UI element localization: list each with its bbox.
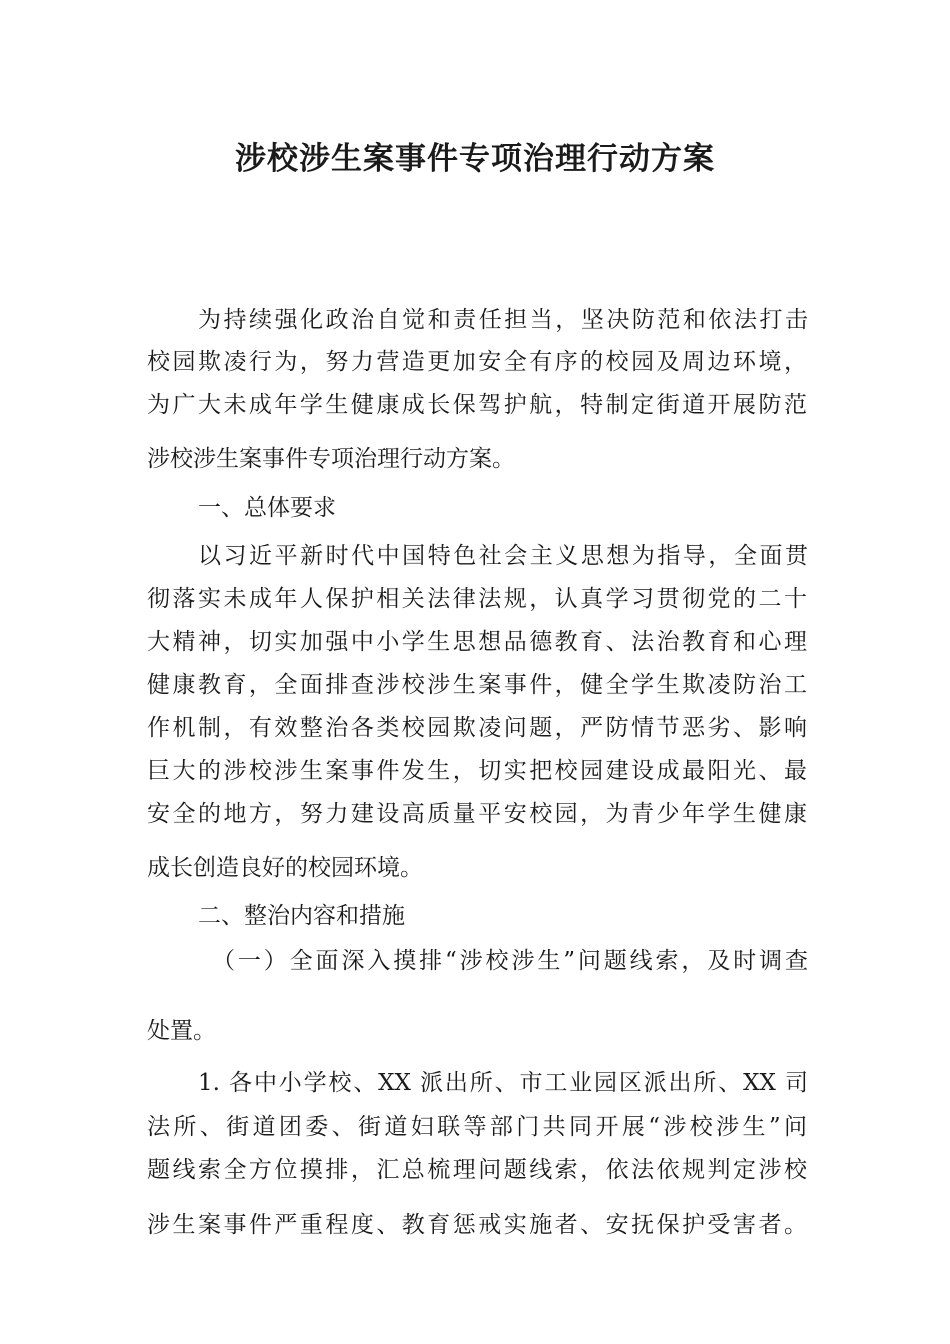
paragraph-line: 彻落实未成年人保护相关法律法规，认真学习贯彻党的二十: [147, 586, 807, 612]
paragraph-line: 校园欺凌行为，努力营造更加安全有序的校园及周边环境，: [147, 349, 807, 375]
paragraph-line: 成长创造良好的校园环境。: [147, 855, 423, 881]
paragraph-line: 涉校涉生案事件专项治理行动方案。: [147, 446, 515, 472]
paragraph-line: 1. 各中小学校、XX 派出所、市工业园区派出所、XX 司: [198, 1070, 808, 1096]
paragraph-line: 为持续强化政治自觉和责任担当，坚决防范和依法打击: [198, 307, 808, 333]
subsection-heading: （一）全面深入摸排“涉校涉生”问题线索，及时调查: [212, 948, 808, 974]
paragraph-line: 题线索全方位摸排，汇总梳理问题线索，依法依规判定涉校: [147, 1157, 807, 1183]
paragraph-line: 法所、街道团委、街道妇联等部门共同开展“涉校涉生”问: [147, 1114, 807, 1140]
paragraph-line: 健康教育，全面排查涉校涉生案事件，健全学生欺凌防治工: [147, 672, 807, 698]
paragraph-line: 为广大未成年学生健康成长保驾护航，特制定街道开展防范: [147, 392, 807, 418]
paragraph-line: 作机制，有效整治各类校园欺凌问题，严防情节恶劣、影响: [147, 715, 807, 741]
paragraph-line: 涉生案事件严重程度、教育惩戒实施者、安抚保护受害者。: [147, 1212, 807, 1238]
paragraph-line: 大精神，切实加强中小学生思想品德教育、法治教育和心理: [147, 629, 807, 655]
section-heading: 一、总体要求: [198, 495, 336, 521]
subsection-heading: 处置。: [147, 1018, 216, 1044]
paragraph-line: 安全的地方，努力建设高质量平安校园，为青少年学生健康: [147, 801, 807, 827]
paragraph-line: 以习近平新时代中国特色社会主义思想为指导，全面贯: [198, 543, 808, 569]
document-title: 涉校涉生案事件专项治理行动方案: [235, 141, 715, 177]
paragraph-line: 巨大的涉校涉生案事件发生，切实把校园建设成最阳光、最: [147, 758, 807, 784]
section-heading: 二、整治内容和措施: [198, 903, 405, 929]
